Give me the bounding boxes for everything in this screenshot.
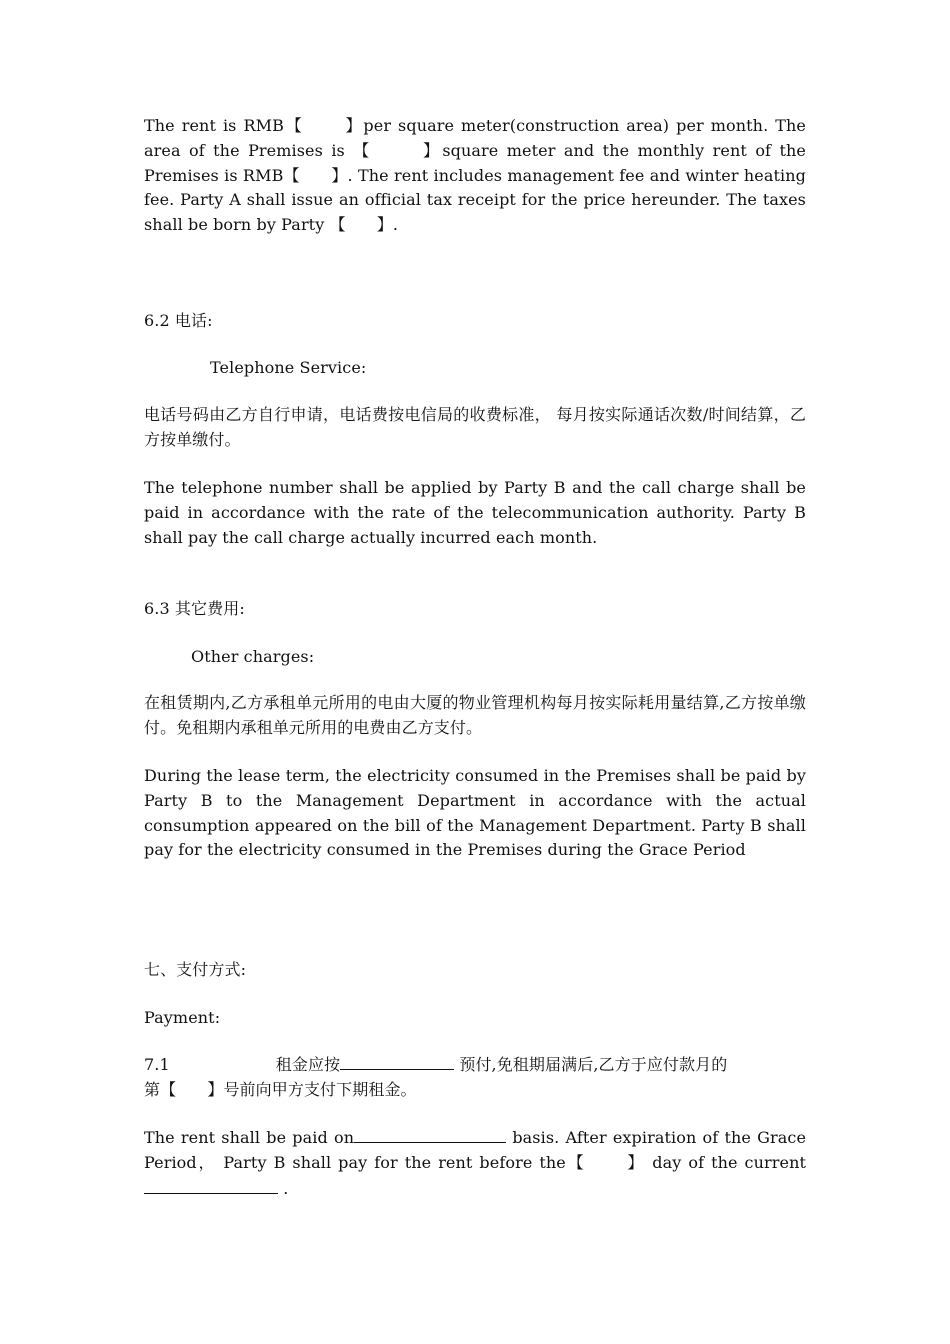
section-7-heading-en: Payment: [144,1008,221,1027]
section-6-2-heading: 6.2 电话: [144,311,213,330]
payment-basis-blank[interactable] [340,1052,454,1070]
clause-7-1-en-part-c: day of the current [652,1152,807,1172]
blank-bracket-open: 【 [283,165,300,185]
clause-7-1-cn-part-c: 第 [144,1079,161,1099]
section-7-heading: 七、支付方式: [144,960,247,979]
blank-bracket-open: 【 [329,215,346,235]
payment-basis-blank-en[interactable] [354,1125,506,1143]
clause-7-1-cn-part-a: 租金应按 [275,1055,341,1074]
section-6-3-heading: 6.3 其它费用: [144,599,245,618]
rent-text-4: . The rent includes management fee and winter heating fee. Party A shall issue an official tax receipt for the price hereunder. The taxes shall be born by Party [144,165,806,235]
blank-bracket-open: 【 [160,1079,177,1099]
clause-7-1-en-part-b: basis. After expiration of the Grace Period， Party B shall pay for the rent before the [144,1128,807,1172]
blank-bracket-open: 【 [565,1152,586,1172]
blank-bracket-close: 】 [207,1079,224,1099]
blank-bracket-close: 】 [423,140,443,160]
section-6-2-body-cn: 电话号码由乙方自行申请，电话费按电信局的收费标准， 每月按实际通话次数/时间结算，乙方按单缴付。 [144,405,806,449]
clause-7-1-cn-part-d: 号前向甲方支付下期租金。 [223,1079,417,1099]
payment-period-blank-en[interactable] [144,1176,278,1194]
rent-text-3: square meter and the monthly rent of the Premises is RMB [144,140,806,185]
section-6-3-heading-en: Other charges: [191,647,315,666]
clause-7-1-en-part-d: . [283,1178,289,1198]
section-6-3-body-en: During the lease term, the electricity consumed in the Premises shall be paid by Party B to the Management Department in accordance with the actual consumption appeared on the bill of the Management Department. Party B shall pay for the electricity consumed in the Premises during the Grace Period [144,766,806,860]
clause-7-1-en [144,1125,806,1201]
blank-bracket-close: 】 [345,116,364,135]
rent-text-2: per square meter(construction area) per month. The area of the Premises is [144,116,806,160]
rent-clause-paragraph [144,114,806,238]
rent-text-1: The rent is RMB [144,116,284,135]
section-6-3-body-cn: 在租赁期内,乙方承租单元所用的电由大厦的物业管理机构每月按实际耗用量结算,乙方按单缴付。免租期内承租单元所用的电费由乙方支付。 [144,693,806,737]
blank-bracket-open: 【 [353,140,373,160]
clause-7-1-number: 7.1 [144,1055,170,1074]
blank-bracket-close: 】 [627,1152,646,1172]
clause-7-1-cn [144,1052,806,1103]
clause-7-1-en-part-a: The rent shall be paid on [144,1128,355,1147]
blank-bracket-open: 【 [283,116,304,135]
clause-7-1-cn-part-b: 预付,免租期届满后,乙方于应付款月的 [459,1055,728,1074]
section-6-2-heading-en: Telephone Service: [210,358,367,377]
blank-bracket-close: 】 [331,165,348,185]
blank-bracket-close: 】 [376,215,393,235]
section-6-2-body-en: The telephone number shall be applied by Party B and the call charge shall be paid in accordance with the rate of the telecommunication authority. Party B shall pay the call charge actually incurred each month. [144,478,806,547]
rent-text-5: . [392,215,399,235]
